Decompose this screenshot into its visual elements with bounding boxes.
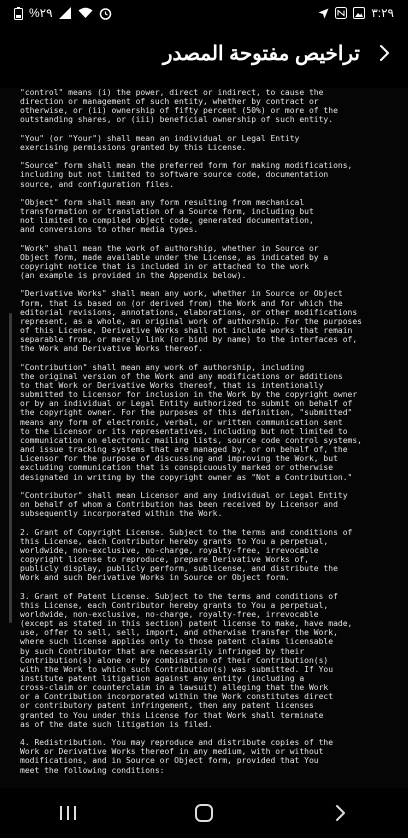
signal-icon bbox=[59, 6, 72, 20]
status-time: ٣:٢٩ bbox=[371, 6, 394, 20]
back-button[interactable] bbox=[310, 793, 370, 833]
navigation-bar bbox=[0, 788, 408, 838]
nav-back-icon bbox=[334, 804, 346, 822]
status-right bbox=[318, 6, 394, 20]
status-left bbox=[14, 6, 112, 20]
image-icon bbox=[353, 6, 365, 20]
location-icon bbox=[318, 6, 329, 20]
status-bar bbox=[0, 0, 408, 26]
wifi-icon bbox=[78, 6, 93, 20]
license-text: "control" means (i) the power, direct or indirect, to cause the direction or management of such entity, whether by contract or otherwise, or (ii) ownership of fifty percent (50%) or more of the outstanding shares, or (iii) beneficial ownership of such entity. "You" (or "Your") shall mean an individual or Legal Entity exercising permissions granted by this License. "Source" form shall mean the preferred form for making modifications, including but not limited to software source code, documentation source, and configuration files. "Object" form shall mean any form resulting from mechanical transformation or translation of a Source form, including but not limited to compiled object code, generated documentation, and conversions to other media types. "Work" shall mean the work of authorship, whether in Source or Object form, made available under the License, as indicated by a copyright notice that is included in or attached to the work (an example is provided in the Appendix below). "Derivative Works" shall mean any work, whether in Source or Object form, that is based on (or derived from) the Work and for which the editorial revisions, annotations, elaborations, or other modifications represent, as a whole, an original work of authorship. For the purposes of this License, Derivative Works shall not include works that remain separable from, or merely link (or bind by name) to the interfaces of, the Work and Derivative Works thereof. "Contribution" shall mean any work of authorship, including the original version of the Work and any modifications or additions to that Work or Derivative Works thereof, that is intentionally submitted to Licensor for inclusion in the Work by the copyright owner or by an individual or Legal Entity authorized to submit on behalf of the copyright owner. For the purposes of this definition, "submitted" means any form of electronic, verbal, or written communication sent to the Licensor or its representatives, including but not limited to communication on electronic mailing lists, source code control systems, and issue tracking systems that are managed by, or on behalf of, the Licensor for the purpose of discussing and improving the Work, but excluding communication that is conspicuously marked or otherwise designated in writing by the copyright owner as "Not a Contribution." "Contributor" shall mean Licensor and any individual or Legal Entity on behalf of whom a Contribution has been received by Licensor and subsequently incorporated within the Work. 2. Grant of Copyright License. Subject to the terms and conditions of this License, each Contributor hereby grants to You a perpetual, worldwide, non-exclusive, no-charge, royalty-free, irrevocable copyright license to reproduce, prepare Derivative Works of, publicly display, publicly perform, sublicense, and distribute the Work and such Derivative Works in Source or Object form. 3. Grant of Patent License. Subject to the terms and conditions of this License, each Contributor hereby grants to You a perpetual, worldwide, non-exclusive, no-charge, royalty-free, irrevocable (except as stated in this section) patent license to make, have made, use, offer to sell, sell, import, and otherwise transfer the Work, where such license applies only to those patent claims licensable by such Contributor that are necessarily infringed by their Contribution(s) alone or by combination of their Contribution(s) with the Work to which such Contribution(s) was submitted. If You institute patent litigation against any entity (including a cross-claim or counterclaim in a lawsuit) alleging that the Work or a Contribution incorporated within the Work constitutes direct or contributory patent infringement, then any patent licenses granted to You under this License for that Work shall terminate as of the date such litigation is filed. 4. Redistribution. You may reproduce and distribute copies of the Work or Derivative Works thereof in any medium, with or without modifications, and in Source or Object form, provided that You meet the following conditions: bbox=[20, 88, 362, 775]
home-icon bbox=[194, 803, 214, 823]
scrollbar[interactable] bbox=[9, 313, 12, 623]
recent-apps-button[interactable] bbox=[38, 793, 98, 833]
battery-icon bbox=[14, 6, 23, 20]
license-content[interactable] bbox=[0, 88, 408, 788]
battery-percent: %٢٩ bbox=[29, 6, 53, 20]
recent-apps-icon bbox=[59, 805, 77, 821]
home-button[interactable] bbox=[174, 793, 234, 833]
back-arrow-icon[interactable] bbox=[374, 41, 394, 65]
nfc-icon bbox=[335, 6, 347, 20]
page-title: تراخيص مفتوحة المصدر bbox=[162, 42, 360, 65]
alarm-icon bbox=[99, 6, 112, 20]
app-header bbox=[0, 26, 408, 80]
